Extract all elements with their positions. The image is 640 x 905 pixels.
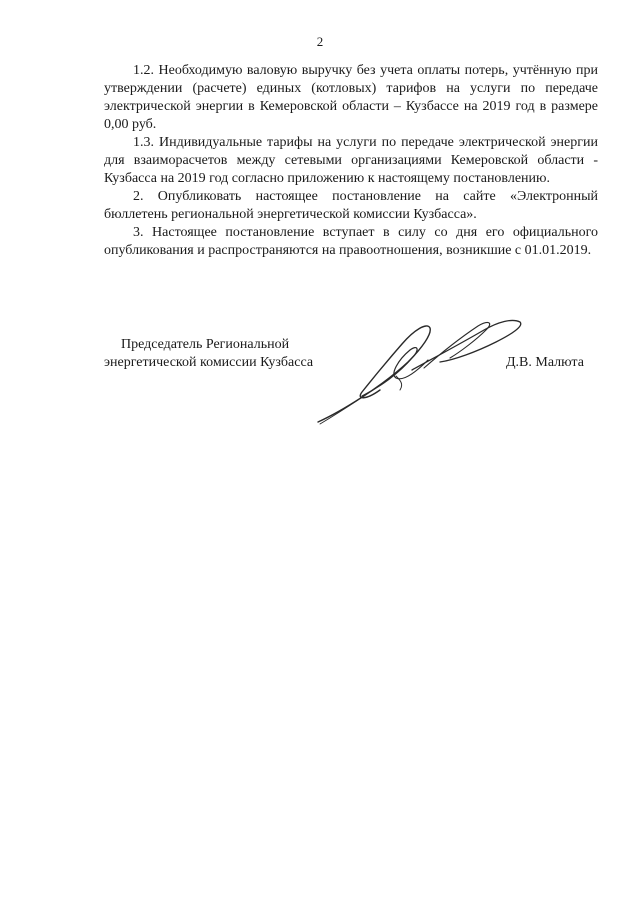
paragraph-3: 3. Настоящее постановление вступает в силу со дня его официального опубликования и распространяются на правоотношения, возникшие с 01.01.2019. (104, 225, 598, 258)
paragraph-1-3: 1.3. Индивидуальные тарифы на услуги по передаче электрической энергии для взаиморасчетов между сетевыми организациями Кемеровской области - Кузбасса на 2019 год согласно приложению к настоящему постановлению. (104, 135, 598, 186)
paragraph-1-2: 1.2. Необходимую валовую выручку без учета оплаты потерь, учтённую при утверждении (расчете) единых (котловых) тарифов на услуги по передаче электрической энергии в Кемеровской области – Кузбассе на 2019 год в размере 0,00 руб. (104, 63, 598, 132)
page-number: 2 (316, 34, 324, 49)
signer-name: Д.В. Малюта (506, 355, 584, 370)
paragraph-2: 2. Опубликовать настоящее постановление на сайте «Электронный бюллетень региональной энергетической комиссии Кузбасса». (104, 189, 598, 222)
signer-title-line-1: Председатель Региональной (121, 337, 290, 352)
signer-title-line-2: энергетической комиссии Кузбасса (104, 355, 314, 370)
handwritten-signature (300, 300, 530, 435)
